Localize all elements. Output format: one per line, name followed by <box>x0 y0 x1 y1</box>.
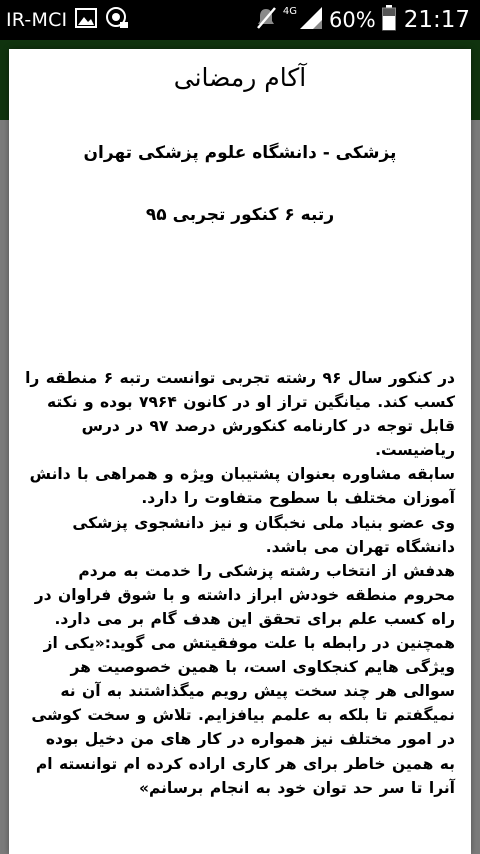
profile-dialog <box>9 49 471 854</box>
clock: 21:17 <box>403 7 470 33</box>
status-icons <box>249 5 470 35</box>
camera-icon <box>105 7 129 33</box>
network-type: 4G <box>282 6 298 17</box>
field-of-study: پزشکی - دانشگاه علوم پزشکی تهران <box>83 143 397 163</box>
bio-paragraph: سابقه مشاوره بعنوان پشتیبان ویژه و همراهی با دانش آموزان مختلف با سطوح متفاوت را دارد. <box>29 465 455 508</box>
battery-percent: 60% <box>329 8 376 32</box>
bio-text[interactable] <box>25 366 455 800</box>
bio-paragraph: در کنکور سال ۹۶ رشته تجربی توانست رتبه ۶ منطقه را کسب کند. میانگین تراز او در کانون ۷۹۶۴ بوده و نکته قابل توجه در کارنامه کنکورش درصد ۹۷ در درس ریاضیست. <box>25 369 455 460</box>
bio-paragraph: هدفش از انتخاب رشته پزشکی را خدمت به مردم محروم منطقه خودش ابراز داشته و با شوق فراوان در راه کسب علم برای تحقق این هدف گام بر می دارد. <box>34 561 455 628</box>
mute-icon <box>255 6 277 34</box>
battery-icon <box>382 5 396 35</box>
signal-icon <box>299 6 323 34</box>
exam-rank: رتبه ۶ کنکور تجربی ۹۵ <box>145 205 335 225</box>
carrier-label: IR-MCI <box>6 9 68 31</box>
bio-paragraph: همچنین در رابطه با علت موفقیتش می گوید:«یکی از ویژگی هایم کنجکاوی است، با همین خصوصیت هر سوالی هر چند سخت پیش رویم میگذاشتند به آن نه نمیگفتم تا بلکه به علمم بیافزایم. تلاش و سخت کوشی در امور مختلف نیز همواره در کار های من دخیل بوده به همین خاطر برای هر کاری اراده کرده ام توانسته ام آنرا تا سر حد توان خود به انجام برسانم» <box>31 634 455 797</box>
image-icon <box>75 8 97 32</box>
status-bar <box>0 0 480 40</box>
bio-paragraph: وی عضو بنیاد ملی نخبگان و نیز دانشجوی پزشکی دانشگاه تهران می باشد. <box>72 513 455 556</box>
dialog-title: آکام رمضانی <box>173 63 307 92</box>
